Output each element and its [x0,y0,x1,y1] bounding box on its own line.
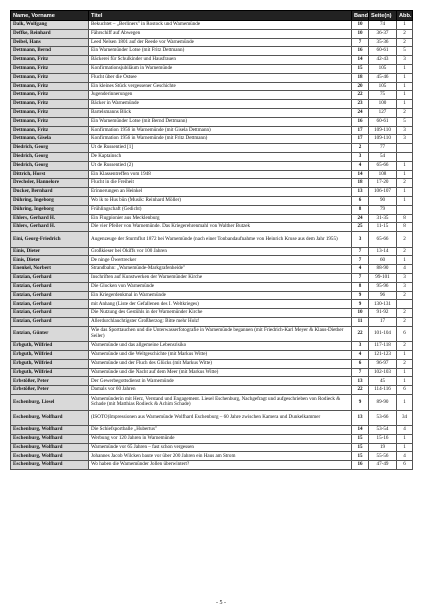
row-title: Warnemünde und die Weltgeschichte (mit Markus Witte) [89,351,352,360]
row-title: Ein Warnemünder Lotse (mit Bernd Dettmann) [89,117,352,126]
row-pages: 60-61 [369,117,397,126]
row-name: Deffke, Reinhard [11,29,89,38]
row-pages: 102-103 [369,368,397,377]
row-title: Bekuchtet – „Berliners" in Rostock und Warnemünde [89,21,352,30]
row-figures: 2 [397,359,413,368]
row-name: Eschenburg, Wolfhard [11,426,89,435]
row-name: Deibel, Hans [11,38,89,47]
table-row [11,205,413,214]
row-band: 16 [352,47,369,56]
row-title: (ISOTO)Impressionen aus Warnemünde Wolfhard Eschenburg – 60 Jahre zwischen Kamera und Dunkelkammer [89,410,352,426]
row-figures: 5 [397,47,413,56]
row-pages: 99-101 [369,274,397,283]
row-figures: 4 [397,452,413,461]
row-band: 22 [352,326,369,342]
row-name: Ducker, Bernhard [11,188,89,197]
row-pages: 19 [369,443,397,452]
row-band: 15 [352,443,369,452]
row-name: Dettmann, Fritz [11,64,89,73]
row-figures: 1 [397,64,413,73]
row-title: Allerdurchlauchtigster Großherzog: Bitte mehr Holz! [89,318,352,327]
row-name: Einis, Dieter [11,247,89,256]
table-row [11,29,413,38]
row-name: Dettmann, Bernd [11,47,89,56]
row-band: 14 [352,56,369,65]
row-pages: 60-61 [369,47,397,56]
row-figures: 2 [397,108,413,117]
row-pages: 91-92 [369,309,397,318]
row-title: Konfirmation 1956 in Warnemünde (mit Gisela Dettmann) [89,126,352,135]
row-band: 8 [352,282,369,291]
row-title: Leed Nelsen 1801 auf der Reede vor Warnemünde [89,38,352,47]
row-title: Warnemünde und die Nacht auf dem Meer (mit Markus Witte) [89,368,352,377]
row-name: Entzian, Gerhard [11,309,89,318]
row-name: Erbguth, Wilfried [11,342,89,351]
row-band: 3 [352,342,369,351]
row-band: 9 [352,291,369,300]
table-row [11,256,413,265]
row-name: Dettmann, Fritz [11,73,89,82]
row-pages: 74 [369,21,397,30]
table-row [11,126,413,135]
header-band: Band [352,11,369,21]
row-pages: 79 [369,205,397,214]
row-title: Der Gewerbegottsdienst in Warnemünde [89,377,352,386]
row-title: Ein Flugpionier aus Mecklenburg [89,214,352,223]
row-pages: 54 [369,152,397,161]
row-pages: 65-66 [369,161,397,170]
table-row [11,274,413,283]
table-row [11,351,413,360]
row-name: Entzian, Gerhard [11,282,89,291]
table-row [11,108,413,117]
table-row [11,179,413,188]
row-band: 10 [352,21,369,30]
row-title: Bartelsmanns Blick [89,108,352,117]
table-row [11,309,413,318]
row-pages: 95-96 [369,282,397,291]
row-title: Strandbahn: „Warnemünde-Markgrafenheide" [89,265,352,274]
row-name: Erbguth, Wilfried [11,351,89,360]
row-pages: 101-104 [369,326,397,342]
row-band: 7 [352,368,369,377]
row-band: 9 [352,300,369,309]
table-row [11,47,413,56]
table-row [11,282,413,291]
row-band: 15 [352,64,369,73]
row-figures: 6 [397,326,413,342]
table-row [11,56,413,65]
row-pages: 105 [369,82,397,91]
table-row [11,291,413,300]
row-pages: 11-15 [369,223,397,232]
table-row [11,188,413,197]
table-row [11,196,413,205]
row-band: 16 [352,461,369,470]
row-figures: 2 [397,309,413,318]
table-row [11,247,413,256]
table-row [11,410,413,426]
row-band: 4 [352,161,369,170]
row-pages: 47-49 [369,461,397,470]
row-pages: 106-107 [369,188,397,197]
row-figures: 8 [397,214,413,223]
row-figures: 2 [397,29,413,38]
row-title: Fährschiff auf Abwegen [89,29,352,38]
row-band: 2 [352,144,369,153]
row-name: Diedrich, Georg [11,161,89,170]
row-pages: 35-36 [369,38,397,47]
header-name: Name, Vorname [11,11,89,21]
row-figures: 8 [397,223,413,232]
table-row [11,386,413,395]
row-pages: 109-110 [369,135,397,144]
row-title: Ein Klassentreffen vom 1948 [89,170,352,179]
table-row [11,395,413,411]
row-pages: 130-131 [369,300,397,309]
table-row [11,64,413,73]
row-band: 25 [352,223,369,232]
row-figures: 1 [397,368,413,377]
row-name: Einis, Dieter [11,256,89,265]
row-title: Flucht in die Freiheit [89,179,352,188]
row-pages: 75 [369,91,397,100]
row-name: Entzian, Gerhard [11,291,89,300]
row-title: Ein kleines Stück vergessener Geschichte [89,82,352,91]
row-pages: 65-66 [369,232,397,248]
table-row [11,368,413,377]
row-band: 4 [352,265,369,274]
row-figures: 1 [397,395,413,411]
row-name: Ehlers, Gerhard H. [11,214,89,223]
row-title: Die Nutzung des Gestühls in der Warnemünder Kirche [89,309,352,318]
row-figures: 3 [397,274,413,283]
row-pages: 114-116 [369,386,397,395]
row-name: Dühring, Ingeborg [11,205,89,214]
row-name: Entzian, Gerhard [11,318,89,327]
row-title: Bäcker in Warnemünde [89,100,352,109]
row-pages: 109-110 [369,126,397,135]
row-figures [397,144,413,153]
table-row [11,300,413,309]
row-name: Dettmann, Fritz [11,117,89,126]
row-pages: 96 [369,291,397,300]
row-pages: 45-46 [369,73,397,82]
table-row [11,152,413,161]
row-figures: 5 [397,117,413,126]
row-figures: 6 [397,386,413,395]
row-pages: 77 [369,144,397,153]
row-figures: 6 [397,461,413,470]
row-band: 15 [352,434,369,443]
table-row [11,434,413,443]
row-pages: 17-20 [369,179,397,188]
row-figures: 1 [397,443,413,452]
row-band: 15 [352,452,369,461]
table-row [11,214,413,223]
row-pages: 55-56 [369,452,397,461]
row-name: Dettmann, Fritz [11,82,89,91]
row-figures: 2 [397,179,413,188]
table-row [11,117,413,126]
row-name: Dettmann, Fritz [11,126,89,135]
table-row [11,452,413,461]
row-title: Wie das Sporttauchen und die Unterwasserfotografie in Warnemünde begannen (mit Friedrich-Karl Meyer & Klaus-Diether Seiler) [89,326,352,342]
row-figures: 34 [397,410,413,426]
table-row [11,426,413,435]
row-title: Wo ik to Hus bün (Musik: Reinhard Möller) [89,196,352,205]
row-title: Ut de Russentied [1] [89,144,352,153]
table-row [11,326,413,342]
row-figures: 3 [397,126,413,135]
row-name: Eini, Georg-Friedrich [11,232,89,248]
row-figures: 2 [397,232,413,248]
row-band: 24 [352,214,369,223]
row-figures: 1 [397,256,413,265]
row-title: Konfirmation 1956 in Warnemünde (mit Fritz Dettmann) [89,135,352,144]
row-figures: 1 [397,351,413,360]
row-figures [397,300,413,309]
row-pages: 17 [369,318,397,327]
row-band: 7 [352,38,369,47]
row-title: Damals vor 60 Jahren [89,386,352,395]
row-figures: 1 [397,21,413,30]
row-name: Eschenburg, Liesel [11,395,89,411]
row-figures: 3 [397,56,413,65]
table-body [11,21,413,470]
page-number: - 5 - [216,600,226,606]
row-figures: 1 [397,82,413,91]
header-abb: Abb. [397,11,413,21]
row-title: Johannes Jacob Wilcken baute vor über 200 Jahren ein Haus am Strom [89,452,352,461]
row-name: Ehlers, Gerhard H. [11,223,89,232]
row-band: 9 [352,395,369,411]
table-row [11,170,413,179]
row-band: 7 [352,256,369,265]
row-name: Eschenburg, Wolfhard [11,452,89,461]
row-title: Ein Warnemünder Lotse (mit Fritz Dettmann) [89,47,352,56]
row-title: Die vier Pfeiler von Warnemünde. Das Kriegerehrenmahl von Walther Butzek [89,223,352,232]
row-name: Entzian, Gerhard [11,274,89,283]
row-band: 4 [352,351,369,360]
row-band: 18 [352,73,369,82]
table-row [11,318,413,327]
row-band: 11 [352,318,369,327]
row-name: Eschenburg, Wolfhard [11,443,89,452]
row-band: 24 [352,108,369,117]
row-band: 22 [352,91,369,100]
row-name: Dittrich, Horst [11,170,89,179]
row-figures: 2 [397,247,413,256]
table-row [11,232,413,248]
row-figures: 1 [397,73,413,82]
row-pages: 89-90 [369,395,397,411]
table-row [11,342,413,351]
row-name: Enenkel, Norbert [11,265,89,274]
table-row [11,443,413,452]
row-figures: 1 [397,434,413,443]
row-title: Warnemünde und das allgemeine Lebensrisiko [89,342,352,351]
row-name: Dalk, Wolfgang [11,21,89,30]
row-band: 14 [352,170,369,179]
row-pages: 90 [369,196,397,205]
row-title: De ninge Ôwertrecker [89,256,352,265]
table-row [11,135,413,144]
row-band: 13 [352,377,369,386]
table-row [11,461,413,470]
row-pages: 88-90 [369,265,397,274]
row-figures: 2 [397,291,413,300]
row-title: Erinnerungen an Heinkel [89,188,352,197]
row-name: Erbguth, Wilfried [11,359,89,368]
row-figures: 1 [397,91,413,100]
row-band: 20 [352,82,369,91]
row-pages: 60 [369,256,397,265]
table-row [11,265,413,274]
row-band: 8 [352,205,369,214]
row-pages: 36-37 [369,29,397,38]
row-title: Die Schiefsportballe „Hubertus" [89,426,352,435]
row-band: 22 [352,386,369,395]
row-figures: 1 [397,188,413,197]
row-name: Dühring, Ingeborg [11,196,89,205]
row-name: Dettmann, Fritz [11,91,89,100]
row-title: Großkieser bei Okiffs vor 100 Jahren [89,247,352,256]
row-band: 7 [352,247,369,256]
table-row [11,91,413,100]
table-row [11,100,413,109]
row-band: 23 [352,100,369,109]
row-band: 7 [352,274,369,283]
row-figures: 2 [397,38,413,47]
author-index-table [10,10,413,470]
index-page [10,10,412,606]
row-name: Dettmann, Fritz [11,108,89,117]
row-title: Augenzeuge der Sturmflut 1872 bei Warnemünde (nach einer Tonbandaufnahme von Heinrich Kruse aus dem Jahr 1955) [89,232,352,248]
row-band: 3 [352,152,369,161]
row-title: Flucht über die Ostsee [89,73,352,82]
row-figures [397,205,413,214]
row-pages: 127 [369,108,397,117]
row-pages: 117-118 [369,342,397,351]
header-title: Titel [89,11,352,21]
row-band: 13 [352,410,369,426]
header-seite: Seite(n) [369,11,397,21]
row-figures: 1 [397,170,413,179]
row-name: Eschenburg, Wolfhard [11,461,89,470]
row-title: Bäckerei für Schulkinder und Hausfrauen [89,56,352,65]
row-figures [397,152,413,161]
row-pages: 53-54 [369,426,397,435]
row-figures: 2 [397,318,413,327]
row-title: Werbung vor 120 Jahren in Warnemünde [89,434,352,443]
table-header-row [11,11,413,21]
row-pages: 13-14 [369,247,397,256]
row-title: De Kaptainsch [89,152,352,161]
row-title: Inschriften auf Kunstwerken der Warnemünder Kirche [89,274,352,283]
row-pages: 96-97 [369,359,397,368]
row-title: Warnemünderin mit Herz, Verstand und Engagement. Liesel Eschenburg, Nachgefragt und aufgeschrieben von Rodieck & Schade (mit Matthias Rodieck & Achim Schade) [89,395,352,411]
row-name: Eschenburg, Wolfhard [11,434,89,443]
row-pages: 108 [369,170,397,179]
row-figures: 3 [397,135,413,144]
row-name: Erbstößer, Peter [11,377,89,386]
row-title: Konfirmationsjubiläum in Warnemünde [89,64,352,73]
row-band: 16 [352,117,369,126]
row-pages: 121-123 [369,351,397,360]
row-pages: 31-35 [369,214,397,223]
row-figures: 2 [397,342,413,351]
table-row [11,161,413,170]
table-row [11,359,413,368]
row-band: 6 [352,196,369,205]
table-row [11,82,413,91]
row-title: Ut de Russentied (2) [89,161,352,170]
row-name: Diedrich, Georg [11,144,89,153]
row-pages: 53-66 [369,410,397,426]
row-title: Die Glocken von Warnemünde [89,282,352,291]
table-row [11,38,413,47]
table-row [11,73,413,82]
row-pages: 42-43 [369,56,397,65]
row-pages: 105 [369,64,397,73]
row-band: 13 [352,188,369,197]
row-band: 18 [352,179,369,188]
row-title: Ein Kriegerdenkmal in Warnemünde [89,291,352,300]
row-band: 10 [352,29,369,38]
row-band: 17 [352,126,369,135]
row-name: Diedrich, Georg [11,152,89,161]
row-band: 17 [352,135,369,144]
table-row [11,223,413,232]
row-name: Eschenburg, Wolfhard [11,410,89,426]
row-title: Warnemünde vor 65 Jahren – fast schon vergessen [89,443,352,452]
row-title: Wo haben die Warnemünder Jollen überwintert? [89,461,352,470]
row-name: Dettmann, Fritz [11,56,89,65]
row-title: Jugenderinnerungen [89,91,352,100]
row-pages: 100 [369,100,397,109]
row-title: Warnemünde und der Fluch des Glücks (mit Markus Witte) [89,359,352,368]
row-figures: 1 [397,100,413,109]
row-figures: 4 [397,265,413,274]
row-name: Dettmann, Gisela [11,135,89,144]
row-pages: 15-16 [369,434,397,443]
row-name: Drechsler, Hannelore [11,179,89,188]
row-name: Erbguth, Wilfried [11,368,89,377]
row-figures: 1 [397,161,413,170]
row-pages: 45 [369,377,397,386]
row-band: 6 [352,359,369,368]
row-name: Entzian, Gerhard [11,300,89,309]
row-band: 14 [352,426,369,435]
row-name: Entzian, Günter [11,326,89,342]
row-figures: 1 [397,196,413,205]
row-name: Dettmann, Fritz [11,100,89,109]
row-name: Erbstößer, Peter [11,386,89,395]
row-band: 10 [352,309,369,318]
row-figures: 1 [397,377,413,386]
row-figures: 4 [397,426,413,435]
row-title: mit Anhang (Liste der Gefallenen des I. Weltkrieges) [89,300,352,309]
row-band: 3 [352,232,369,248]
row-title: Frühlingschaft (Gedicht) [89,205,352,214]
row-figures: 3 [397,282,413,291]
table-row [11,21,413,30]
table-row [11,144,413,153]
table-row [11,377,413,386]
